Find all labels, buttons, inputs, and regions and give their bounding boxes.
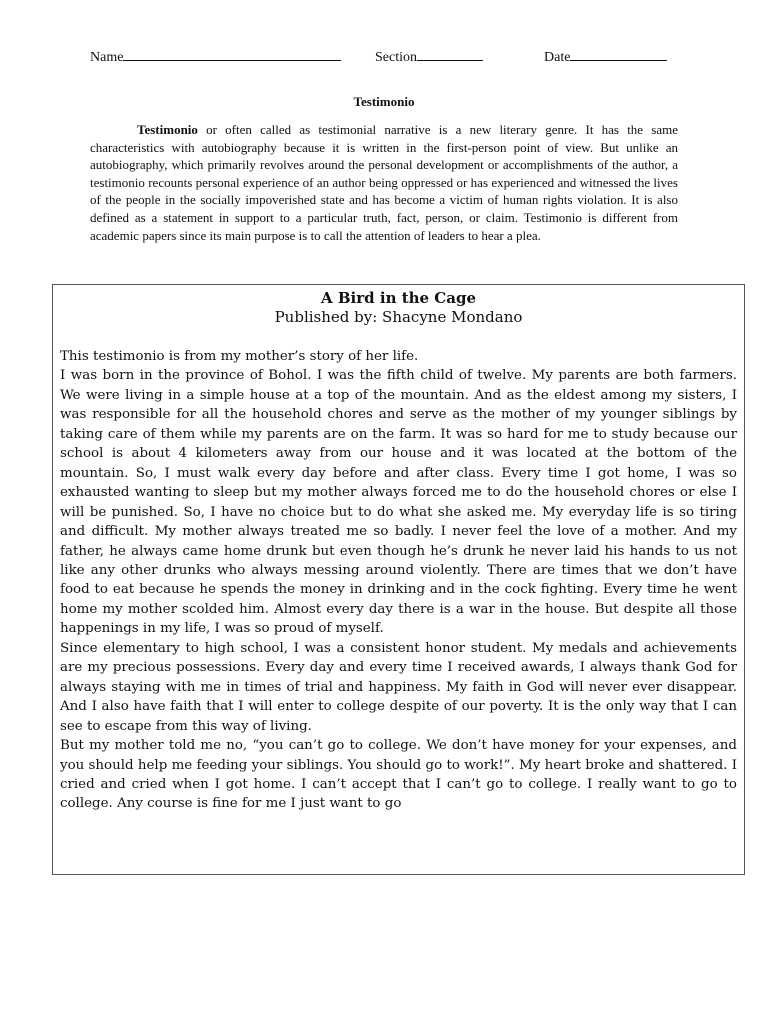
story-title: A Bird in the Cage (321, 289, 476, 307)
section-label: Section (375, 50, 417, 65)
date-field[interactable] (544, 46, 667, 66)
story-box (52, 284, 745, 875)
story-paragraph: But my mother told me no, “you can’t go to college. We don’t have money for your expenses, and you should help me feeding your siblings. You should go to work!”. My heart broke and shattered. I cried and cried when I got home. I can’t accept that I can’t go to college. I really want to go to college. Any course is fine for me I just want to go (60, 738, 737, 812)
intro-paragraph (90, 121, 678, 244)
story-body (60, 347, 737, 814)
story-paragraph: Since elementary to high school, I was a consistent honor student. My medals and achievements are my precious possessions. Every day and every time I received awards, I always thank God for always staying with me in times of trial and happiness. My faith in God will never ever disappear. And I also have faith that I will enter to college despite of our poverty. It is the only way that I can see to escape from this way of living. (60, 640, 737, 734)
section-blank-line[interactable] (417, 46, 483, 61)
document-title: Testimonio (353, 94, 415, 109)
name-field[interactable] (90, 46, 341, 66)
story-paragraph: I was born in the province of Bohol. I was the fifth child of twelve. My parents are both farmers. We were living in a simple house at a top of the mountain. And as the eldest among my sisters, I was responsible for all the household chores and serve as the mother of my younger siblings by taking care of them while my parents are on the farm. It was so hard for me to study because our school is about 4 kilometers away from our house and it was located at the bottom of the mountain. So, I must walk every day before and after class. Every time I got home, I was so exhausted wanting to sleep but my mother always forced me to do the household chores or else I will be punished. So, I have no choice but to do what she asked me. My everyday life is so tiring and difficult. My mother always treated me so badly. I never feel the love of a mother. And my father, he always came home drunk but even though he’s drunk he never laid his hands to us not like any other drunks who always messing around violently. There are times that we don’t have food to eat because he spends the money in drinking and in the cock fighting. Every time he went home my mother scolded him. Almost every day there is a war in the house. But despite all those happenings in my life, I was so proud of myself. (60, 368, 737, 637)
name-blank-line[interactable] (123, 46, 341, 61)
date-label: Date (544, 50, 571, 65)
story-paragraph: This testimonio is from my mother’s story of her life. (60, 349, 419, 364)
intro-text: or often called as testimonial narrative is a new literary genre. It has the same characteristics with autobiography because it is written in the first-person point of view. But unlike an autobiography, which primarily revolves around the personal development or accomplishments of the author, a testimonio recounts personal experience of an author being oppressed or has experienced and witnessed the lives of the people in the socially impoverished state and has become a victim of human rights violation. It is also defined as a statement in support to a particular truth, fact, person, or claim. Testimonio is different from academic papers since its main purpose is to call the attention of leaders to hear a plea. (90, 122, 678, 243)
date-blank-line[interactable] (570, 46, 667, 61)
story-byline: Published by: Shacyne Mondano (274, 308, 523, 326)
name-label: Name (90, 50, 124, 65)
intro-term: Testimonio (137, 122, 198, 137)
section-field[interactable] (375, 46, 483, 66)
